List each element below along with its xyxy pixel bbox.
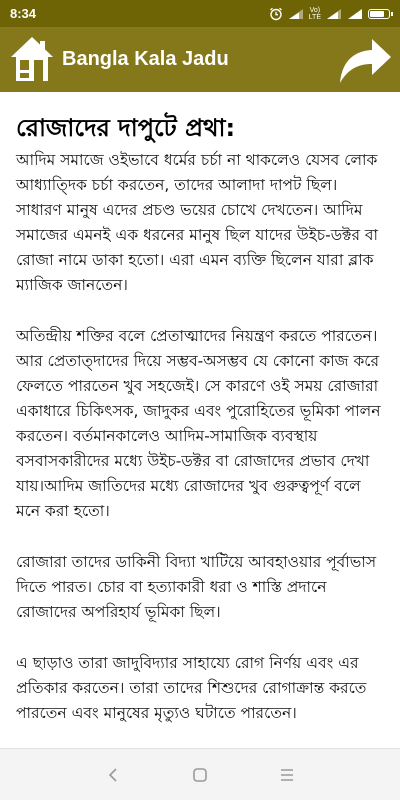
system-nav-bar [0, 748, 400, 800]
signal-icon [326, 8, 342, 20]
status-time: 8:34 [10, 6, 37, 21]
article-title: রোজাদের দাপুটে প্রথা: [16, 114, 236, 142]
nav-menu-button[interactable] [275, 763, 299, 787]
battery-icon [368, 9, 390, 19]
signal-icon [347, 8, 363, 20]
network-label-top: Vo) [309, 6, 321, 14]
back-icon [106, 767, 120, 783]
article-content[interactable] [0, 92, 400, 748]
share-button[interactable] [336, 31, 394, 87]
nav-back-button[interactable] [101, 763, 125, 787]
battery-fill [370, 11, 384, 17]
article-paragraph: আদিম সমাজে ওইভাবে ধর্মের চর্চা না থাকলেও যেসব লোক আধ্যাত্দিক চর্চা করতেন, তাদের আলাদা দাপট ছিল। সাধারণ মানুষ এদের প্রচণ্ড ভয়ের চোখে দেখতেন। আদিম সমাজের এমনই এক ধরনের মানুষ ছিল যাদের উইচ-ডক্টর বা রোজা নামে ডাকা হতো। এরা এমন ব্যক্তি ছিলেন যারা ব্লাক ম্যাজিক জানতেন। [16, 151, 379, 294]
article-paragraph: এ ছাড়াও তারা জাদুবিদ্যার সাহায্যে রোগ নির্ণয় এবং এর প্রতিকার করতেন। তারা তাদের শিশুদের রোগাক্রান্ত করতে পারতেন এবং মানুষের মৃত্যুও ঘটাতে পারতেন। [16, 654, 367, 722]
share-arrow-icon [336, 31, 394, 87]
article-paragraph: অতিন্দ্রীয় শক্তির বলে প্রেতাত্মাদের নিয়ন্ত্রণ করতে পারতেন। আর প্রেতাত্দাদের দিয়ে সম্ভব-অসম্ভব যে কোনো কাজ করে ফেলতে পারতেন খুব সহজেই। সে কারণে ওই সময় রোজারা একাধারে চিকিৎসক, জাদুকর এবং পুরোহিতের ভূমিকা পালন করতেন। বর্তমানকালেও আদিম-সামাজিক ব্যবস্থায় বসবাসকারীদের মধ্যে উইচ-ডক্টর বা রোজাদের প্রভাব দেখা যায়।আদিম জাতিদের মধ্যে রোজাদের খুব গুরুত্বপূর্ণ বলে মনে করা হতো। [16, 327, 381, 520]
app-bar [0, 27, 400, 92]
home-button[interactable] [8, 33, 56, 85]
network-label [309, 7, 321, 21]
nav-home-button[interactable] [188, 763, 212, 787]
home-icon [8, 33, 56, 85]
network-label-bottom: LTE [308, 13, 321, 21]
menu-icon [279, 768, 295, 782]
status-icons [269, 7, 390, 21]
app-title: Bangla Kala Jadu [62, 48, 229, 70]
alarm-icon [269, 7, 283, 21]
article-paragraph: রোজারা তাদের ডাকিনী বিদ্যা খাটিয়ে আবহাওয়ার পূর্বাভাস দিতে পারত। চোর বা হত্যাকারী ধরা ও শাস্তি প্রদানে রোজাদের অপরিহার্য ভূমিকা ছিল। [16, 553, 377, 621]
signal-icon [288, 8, 304, 20]
status-bar [0, 0, 400, 27]
home-circle-icon [192, 767, 208, 783]
